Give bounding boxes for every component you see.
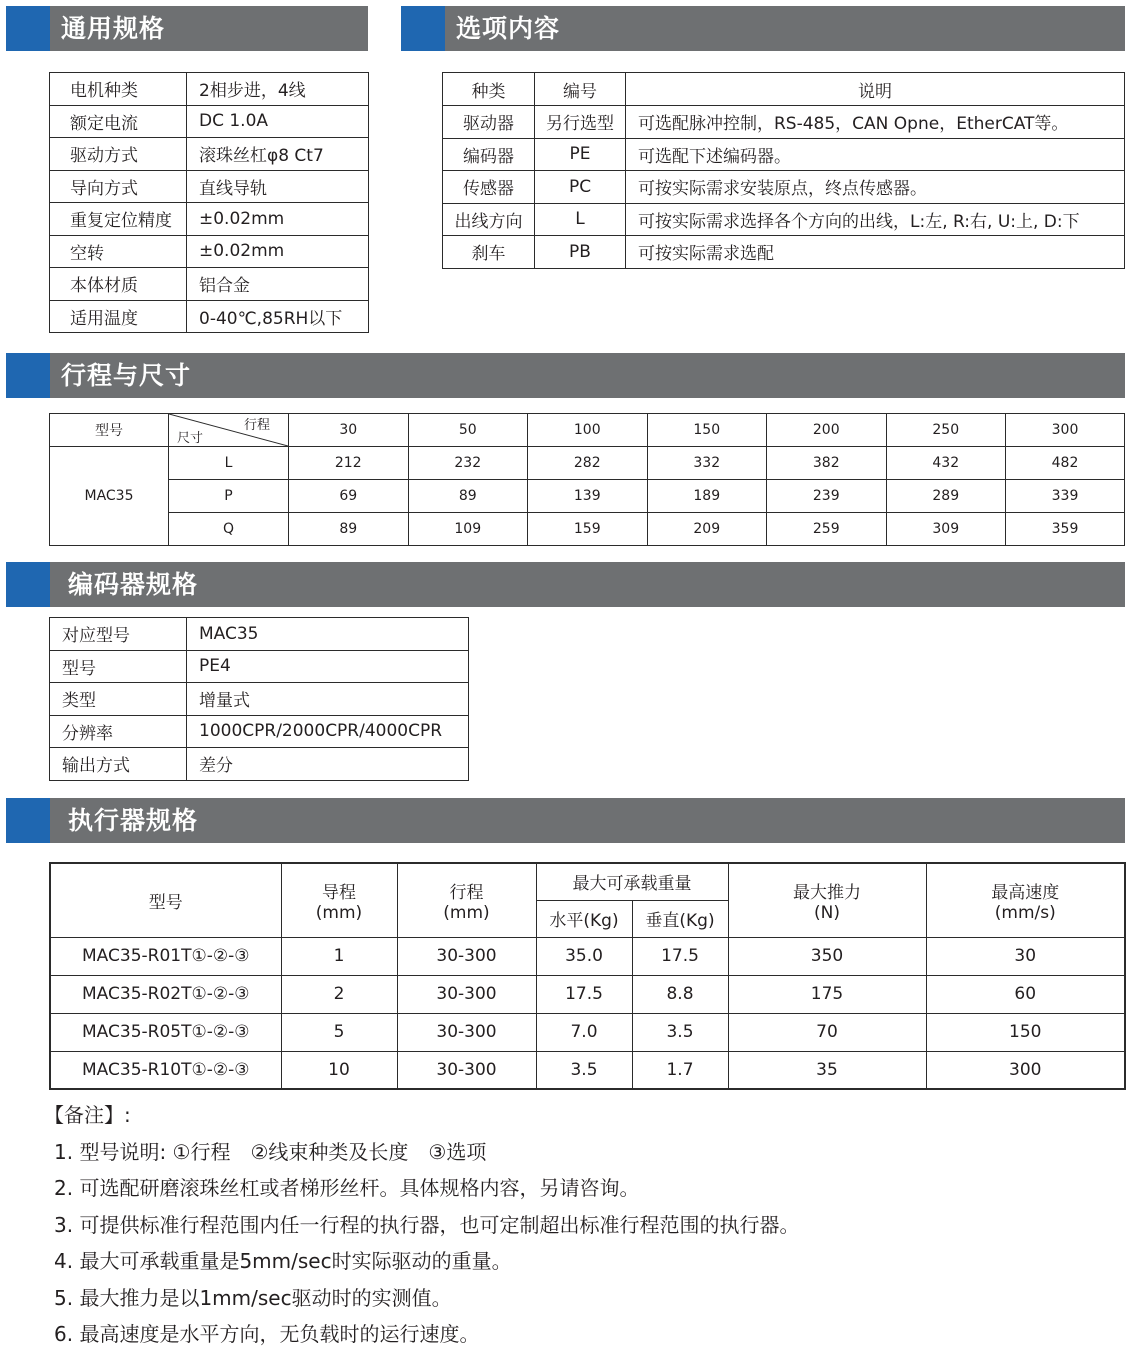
note-item: 2. 可选配研磨滚珠丝杠或者梯形丝杆。具体规格内容，另请咨询。 — [54, 1176, 640, 1200]
lead-label: 导程 — [322, 882, 356, 903]
spec-value: 0-40℃,85RH以下 — [187, 300, 369, 333]
table-row — [50, 513, 1125, 546]
dim-label: P — [169, 480, 289, 513]
dim-label: Q — [169, 513, 289, 546]
option-desc: 可选配下述编码器。 — [626, 138, 1125, 171]
section-title: 行程与尺寸 — [61, 361, 192, 390]
speed-cell: 150 — [926, 1013, 1125, 1051]
header-accent — [6, 562, 50, 607]
table-row — [50, 480, 1125, 513]
table-row — [50, 170, 369, 203]
lead-header — [281, 863, 397, 937]
vertical-cell: 1.7 — [632, 1051, 728, 1089]
spec-value: DC 1.0A — [187, 105, 369, 138]
stroke-unit: (mm) — [443, 902, 490, 923]
spec-value: 铝合金 — [187, 268, 369, 301]
note-item: 4. 最大可承载重量是5mm/sec时实际驱动的重量。 — [54, 1249, 512, 1273]
stroke-header: 200 — [767, 414, 887, 447]
dim-value: 382 — [767, 447, 887, 480]
horizontal-header: 水平(Kg) — [536, 900, 632, 937]
option-type: 编码器 — [443, 138, 535, 171]
stroke-cell: 30-300 — [397, 975, 536, 1013]
table-row — [50, 1013, 1125, 1051]
model-cell: MAC35-R10T①-②-③ — [50, 1051, 281, 1089]
spec-value: 1000CPR/2000CPR/4000CPR — [187, 715, 469, 748]
table-row — [443, 138, 1125, 171]
stroke-cell: 30-300 — [397, 1051, 536, 1089]
lead-cell: 5 — [281, 1013, 397, 1051]
stroke-header: 150 — [647, 414, 767, 447]
horizontal-cell: 17.5 — [536, 975, 632, 1013]
table-header-row — [50, 414, 1125, 447]
option-desc: 可按实际需求选择各个方向的出线，L:左, R:右, U:上, D:下 — [626, 203, 1125, 236]
spec-key: 输出方式 — [50, 748, 187, 781]
spec-key: 重复定位精度 — [50, 203, 187, 236]
dim-value: 482 — [1006, 447, 1125, 480]
table-row — [50, 73, 369, 106]
lead-unit: (mm) — [315, 902, 363, 923]
column-header: 编号 — [535, 73, 626, 106]
spec-key: 空转 — [50, 235, 187, 268]
option-type: 传感器 — [443, 171, 535, 204]
stroke-cell: 30-300 — [397, 937, 536, 975]
model-cell: MAC35-R02T①-②-③ — [50, 975, 281, 1013]
spec-value: PE4 — [187, 650, 469, 683]
section-header-stroke — [6, 353, 1125, 398]
dim-value: 232 — [408, 447, 528, 480]
stroke-dimension-table — [49, 413, 1125, 546]
dim-label: L — [169, 447, 289, 480]
table-row — [50, 683, 469, 716]
table-row — [50, 268, 369, 301]
note-item: 5. 最大推力是以1mm/sec驱动时的实测值。 — [54, 1285, 452, 1310]
thrust-cell: 175 — [728, 975, 926, 1013]
dim-value: 139 — [528, 480, 648, 513]
table-row — [50, 715, 469, 748]
stroke-cell: 30-300 — [397, 1013, 536, 1051]
dim-value: 159 — [528, 513, 648, 546]
note-item: 3. 可提供标准行程范围内任一行程的执行器，也可定制超出标准行程范围的执行器。 — [54, 1212, 800, 1237]
spec-key: 驱动方式 — [50, 138, 187, 171]
vertical-header: 垂直(Kg) — [632, 900, 728, 937]
horizontal-cell: 35.0 — [536, 937, 632, 975]
stroke-header: 100 — [528, 414, 648, 447]
table-row — [50, 105, 369, 138]
stroke-header: 30 — [289, 414, 409, 447]
table-row — [50, 937, 1125, 975]
stroke-header — [397, 863, 536, 937]
table-header-row — [50, 863, 1125, 900]
spec-key: 类型 — [50, 683, 187, 716]
options-table — [442, 72, 1125, 269]
table-row — [443, 203, 1125, 236]
dim-value: 359 — [1006, 513, 1125, 546]
column-header: 种类 — [443, 73, 535, 106]
option-code: PC — [535, 171, 626, 204]
table-row — [50, 618, 469, 651]
table-row — [443, 106, 1125, 139]
speed-header — [926, 863, 1125, 937]
dim-value: 239 — [767, 480, 887, 513]
encoder-spec-table — [49, 617, 469, 781]
model-header: 型号 — [50, 863, 281, 937]
table-row — [443, 236, 1125, 269]
speed-label: 最高速度 — [991, 882, 1060, 903]
section-header-encoder — [6, 562, 1125, 607]
dim-value: 289 — [886, 480, 1006, 513]
section-title: 编码器规格 — [68, 570, 199, 599]
lead-cell: 1 — [281, 937, 397, 975]
actuator-spec-table — [49, 862, 1126, 1090]
note-item: 6. 最高速度是水平方向，无负载时的运行速度。 — [54, 1322, 480, 1346]
notes-block — [44, 1097, 1104, 1353]
dim-value: 432 — [886, 447, 1006, 480]
spec-value: 增量式 — [187, 683, 469, 716]
spec-key: 适用温度 — [50, 300, 187, 333]
table-row — [50, 203, 369, 236]
thrust-cell: 350 — [728, 937, 926, 975]
header-accent — [401, 6, 445, 51]
dim-value: 189 — [647, 480, 767, 513]
lead-cell: 2 — [281, 975, 397, 1013]
thrust-unit: (N) — [814, 902, 840, 923]
stroke-header: 50 — [408, 414, 528, 447]
general-spec-table — [49, 72, 369, 333]
spec-value: ±0.02mm — [187, 235, 369, 268]
load-header: 最大可承载重量 — [536, 863, 728, 900]
spec-value: 差分 — [187, 748, 469, 781]
option-type: 出线方向 — [443, 203, 535, 236]
option-desc: 可选配脉冲控制，RS-485，CAN Opne，EtherCAT等。 — [626, 106, 1125, 139]
spec-value: 2相步进，4线 — [187, 73, 369, 106]
thrust-cell: 35 — [728, 1051, 926, 1089]
horizontal-cell: 7.0 — [536, 1013, 632, 1051]
diagonal-header-cell — [169, 414, 289, 447]
column-header: 说明 — [626, 73, 1125, 106]
spec-value: MAC35 — [187, 618, 469, 651]
speed-cell: 300 — [926, 1051, 1125, 1089]
note-item: 1. 型号说明: ①行程 ②线束种类及长度 ③选项 — [54, 1139, 487, 1164]
dim-value: 69 — [289, 480, 409, 513]
option-type: 驱动器 — [443, 106, 535, 139]
dim-value: 309 — [886, 513, 1006, 546]
dim-value: 89 — [289, 513, 409, 546]
diag-bottom-label: 尺寸 — [177, 431, 204, 446]
table-row — [50, 447, 1125, 480]
section-title: 执行器规格 — [68, 806, 199, 835]
header-accent — [6, 353, 50, 398]
dim-value: 212 — [289, 447, 409, 480]
table-row — [50, 975, 1125, 1013]
header-accent — [6, 6, 50, 51]
table-row — [50, 650, 469, 683]
spec-key: 额定电流 — [50, 105, 187, 138]
thrust-label: 最大推力 — [793, 882, 861, 903]
section-header-general — [6, 6, 368, 51]
spec-key: 本体材质 — [50, 268, 187, 301]
spec-value: 直线导轨 — [187, 170, 369, 203]
table-row — [50, 748, 469, 781]
option-code: 另行选型 — [535, 106, 626, 139]
spec-key: 电机种类 — [50, 73, 187, 106]
table-row — [50, 1051, 1125, 1089]
stroke-label: 行程 — [449, 882, 484, 903]
option-desc: 可按实际需求安装原点，终点传感器。 — [626, 171, 1125, 204]
table-row — [50, 235, 369, 268]
lead-cell: 10 — [281, 1051, 397, 1089]
option-desc: 可按实际需求选配 — [626, 236, 1125, 269]
model-cell: MAC35-R01T①-②-③ — [50, 937, 281, 975]
stroke-header: 250 — [886, 414, 1006, 447]
thrust-header — [728, 863, 926, 937]
section-header-options — [401, 6, 1125, 51]
spec-value: 滚珠丝杠φ8 Ct7 — [187, 138, 369, 171]
model-cell: MAC35-R05T①-②-③ — [50, 1013, 281, 1051]
dim-value: 339 — [1006, 480, 1125, 513]
thrust-cell: 70 — [728, 1013, 926, 1051]
option-type: 刹车 — [443, 236, 535, 269]
stroke-header: 300 — [1006, 414, 1125, 447]
option-code: L — [535, 203, 626, 236]
vertical-cell: 3.5 — [632, 1013, 728, 1051]
speed-cell: 60 — [926, 975, 1125, 1013]
table-row — [50, 138, 369, 171]
header-accent — [6, 798, 50, 843]
vertical-cell: 17.5 — [632, 937, 728, 975]
option-code: PE — [535, 138, 626, 171]
speed-cell: 30 — [926, 937, 1125, 975]
table-row — [443, 171, 1125, 204]
vertical-cell: 8.8 — [632, 975, 728, 1013]
dim-value: 109 — [408, 513, 528, 546]
dim-value: 209 — [647, 513, 767, 546]
spec-key: 分辨率 — [50, 715, 187, 748]
speed-unit: (mm/s) — [994, 902, 1056, 923]
model-header: 型号 — [50, 414, 169, 447]
table-row — [50, 300, 369, 333]
dim-value: 259 — [767, 513, 887, 546]
spec-key: 对应型号 — [50, 618, 187, 651]
dim-value: 89 — [408, 480, 528, 513]
section-title: 选项内容 — [456, 14, 561, 43]
dim-value: 282 — [528, 447, 648, 480]
diag-top-label: 行程 — [243, 418, 270, 433]
section-title: 通用规格 — [61, 14, 166, 43]
model-cell: MAC35 — [50, 447, 169, 546]
spec-value: ±0.02mm — [187, 203, 369, 236]
section-header-actuator — [6, 798, 1125, 843]
dim-value: 332 — [647, 447, 767, 480]
spec-key: 型号 — [50, 650, 187, 683]
option-code: PB — [535, 236, 626, 269]
spec-key: 导向方式 — [50, 170, 187, 203]
table-header-row — [443, 73, 1125, 106]
horizontal-cell: 3.5 — [536, 1051, 632, 1089]
notes-title: 【备注】: — [44, 1103, 131, 1127]
